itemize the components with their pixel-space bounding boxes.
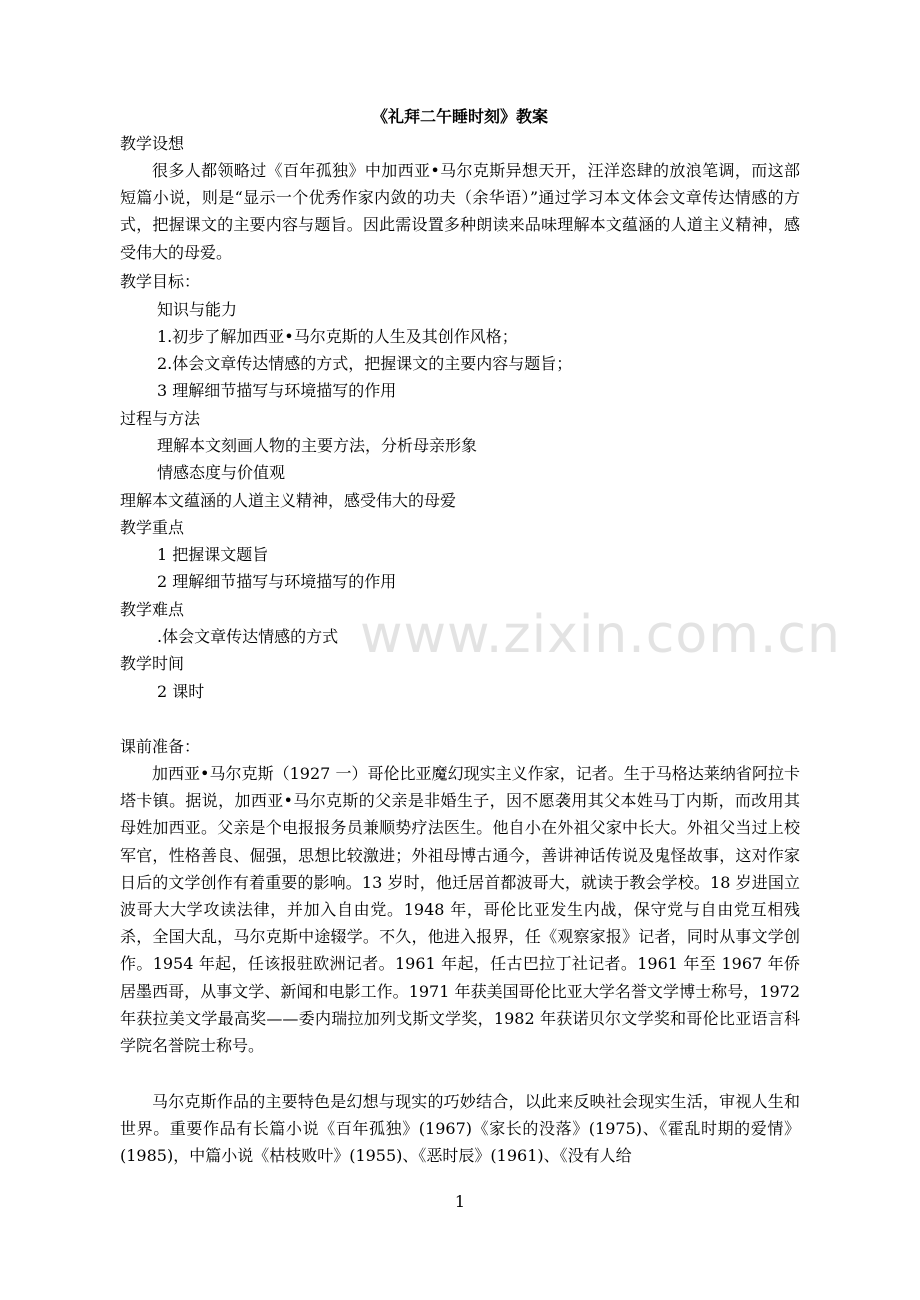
process-text: 理解本文刻画人物的主要方法，分析母亲形象	[157, 436, 478, 455]
page-number: 1	[454, 1192, 466, 1211]
difficulty-item-1: .体会文章传达情感的方式	[157, 627, 339, 646]
key-item-2: 2 理解细节描写与环境描写的作用	[157, 572, 397, 591]
section-heading-key: 教学重点	[120, 518, 185, 537]
emotion-text: 理解本文蕴涵的人道主义精神，感受伟大的母爱	[120, 491, 457, 510]
watermark: www.zixin.com.cn	[360, 605, 841, 665]
document-title: 《礼拜二午睡时刻》教案	[371, 107, 548, 126]
prep-paragraph-2: 马尔克斯作品的主要特色是幻想与现实的巧妙结合，以此来反映社会现实生活，审视人生和世界。重要作品有长篇小说《百年孤独》(1967)《家长的没落》(1975)、《霍乱时期的爱情》(1985)，中篇小说《枯枝败叶》(1955)、《恶时辰》(1961)、《没有人给	[120, 1092, 800, 1166]
design-paragraph: 很多人都领略过《百年孤独》中加西亚•马尔克斯异想天开，汪洋恣肆的放浪笔调，而这部短篇小说，则是“显示一个优秀作家内敛的功夫（余华语）”通过学习本文体会文章传达情感的方式，把握课文的主要内容与题旨。因此需设置多种朗读来品味理解本文蕴涵的人道主义精神，感受伟大的母爱。	[120, 161, 800, 262]
time-value: 2 课时	[157, 682, 205, 701]
goal-item-1: 1.初步了解加西亚•马尔克斯的人生及其创作风格；	[157, 327, 518, 346]
prep-paragraph-1: 加西亚•马尔克斯（1927 一）哥伦比亚魔幻现实主义作家，记者。生于马格达莱纳省阿拉卡塔卡镇。据说，加西亚•马尔克斯的父亲是非婚生子，因不愿袭用其父本姓马丁内斯，而改用其母姓加西亚。父亲是个电报报务员兼顺势疗法医生。他自小在外祖父家中长大。外祖父当过上校军官，性格善良、倔强，思想比较激进；外祖母博古通今，善讲神话传说及鬼怪故事，这对作家日后的文学创作有着重要的影响。13 岁时，他迁居首都波哥大，就读于教会学校。18 岁进国立波哥大大学攻读法律，并加入自由党。1948 年，哥伦比亚发生内战，保守党与自由党互相残杀，全国大乱，马尔克斯中途辍学。不久，他进入报界，任《观察家报》记者，同时从事文学创作。1954 年起，任该报驻欧洲记者。1961 年起，任古巴拉丁社记者。1961 年至 1967 年侨居墨西哥，从事文学、新闻和电影工作。1971 年获美国哥伦比亚大学名誉文学博士称号，1972 年获拉美文学最高奖——委内瑞拉加列戈斯文学奖，1982 年获诺贝尔文学奖和哥伦比亚语言科学院名誉院士称号。	[120, 764, 800, 1056]
section-heading-goals: 教学目标：	[120, 272, 201, 291]
section-heading-process: 过程与方法	[120, 409, 201, 428]
section-heading-prep: 课前准备：	[120, 737, 201, 756]
goal-item-3: 3 理解细节描写与环境描写的作用	[157, 381, 397, 400]
goal-item-2: 2.体会文章传达情感的方式，把握课文的主要内容与题旨；	[157, 354, 573, 373]
section-heading-time: 教学时间	[120, 654, 185, 673]
goal-knowledge-heading: 知识与能力	[157, 300, 238, 319]
key-item-1: 1 把握课文题旨	[157, 545, 269, 564]
section-heading-difficulty: 教学难点	[120, 600, 185, 619]
section-heading-design: 教学设想	[120, 134, 185, 153]
emotion-heading: 情感态度与价值观	[157, 463, 286, 482]
